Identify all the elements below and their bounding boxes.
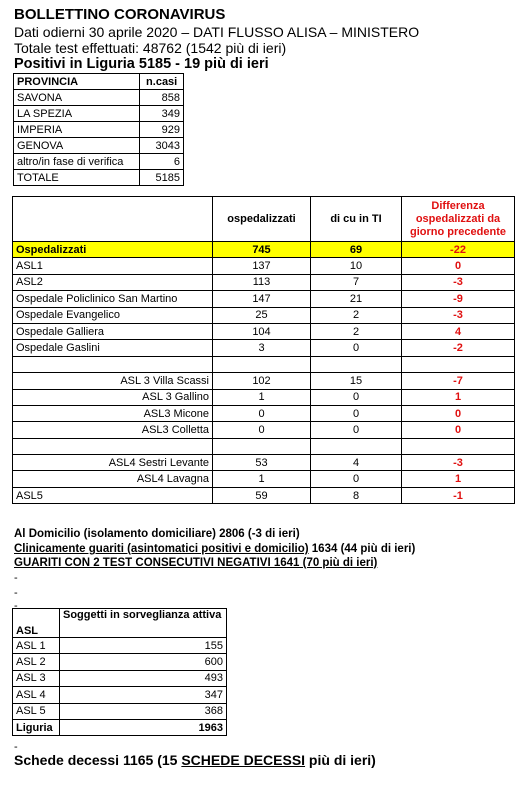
icu-value: 7 <box>311 274 402 290</box>
hospital-name: ASL5 <box>13 487 213 503</box>
hospitalized-value <box>213 438 311 454</box>
hospitalized-value: 104 <box>213 323 311 339</box>
difference-value: 4 <box>402 323 515 339</box>
data-source-line: Dati odierni 30 aprile 2020 – DATI FLUSSO ALISA – MINISTERO <box>14 24 420 40</box>
dash-4: - <box>14 741 18 753</box>
surveillance-header-row <box>13 609 227 638</box>
surveillance-total-label: Liguria <box>13 719 60 735</box>
hospital-row <box>13 274 515 290</box>
hospitalized-value: 0 <box>213 405 311 421</box>
hospital-name: Ospedale Policlinico San Martino <box>13 291 213 307</box>
total-hospitalized: 745 <box>213 242 311 258</box>
hospital-table <box>12 196 515 504</box>
province-cases: 858 <box>140 90 184 106</box>
hospital-name: Ospedale Evangelico <box>13 307 213 323</box>
hospitalized-value: 102 <box>213 373 311 389</box>
icu-value: 2 <box>311 323 402 339</box>
difference-col-header: Differenza ospedalizzati da giorno precedente <box>402 197 515 242</box>
total-icu: 69 <box>311 242 402 258</box>
total-tests-line: Totale test effettuati: 48762 (1542 più di ieri) <box>14 40 287 56</box>
hospital-name: ASL 3 Gallino <box>13 389 213 405</box>
province-row <box>14 138 184 154</box>
hospitalized-col-header: ospedalizzati <box>213 197 311 242</box>
asl-name: ASL 2 <box>13 654 60 670</box>
hospitalized-value: 147 <box>213 291 311 307</box>
icu-value: 21 <box>311 291 402 307</box>
province-header-row <box>14 74 184 90</box>
surveillance-count: 493 <box>60 670 227 686</box>
province-name: altro/in fase di verifica <box>14 154 140 170</box>
asl-name: ASL 3 <box>13 670 60 686</box>
icu-value <box>311 438 402 454</box>
icu-value: 0 <box>311 405 402 421</box>
icu-value: 2 <box>311 307 402 323</box>
hospitalized-value: 25 <box>213 307 311 323</box>
icu-value: 4 <box>311 455 402 471</box>
difference-value: 0 <box>402 422 515 438</box>
hospital-row <box>13 291 515 307</box>
difference-value: 1 <box>402 471 515 487</box>
recovered-two-tests-note: GUARITI CON 2 TEST CONSECUTIVI NEGATIVI 1641 (70 più di ieri) <box>14 557 378 569</box>
province-name: SAVONA <box>14 90 140 106</box>
death-records-post: più di ieri) <box>305 752 376 768</box>
difference-value: 0 <box>402 405 515 421</box>
difference-value: -9 <box>402 291 515 307</box>
hospital-row <box>13 422 515 438</box>
death-records-underlined: SCHEDE DECESSI <box>181 752 306 768</box>
dash-3: - <box>14 600 18 612</box>
hospital-name <box>13 438 213 454</box>
province-name: IMPERIA <box>14 122 140 138</box>
death-records-pre: Schede decessi 1165 (15 <box>14 752 182 768</box>
hospitalized-value <box>213 356 311 372</box>
hospital-name: ASL2 <box>13 274 213 290</box>
hospital-header-row <box>13 197 515 242</box>
surveillance-row <box>13 670 227 686</box>
hospitalized-value: 1 <box>213 471 311 487</box>
hospitalized-total-row <box>13 242 515 258</box>
province-row <box>14 106 184 122</box>
hospital-row <box>13 405 515 421</box>
surveillance-total-row <box>13 719 227 735</box>
province-row <box>14 154 184 170</box>
hospital-row <box>13 455 515 471</box>
clinically-recovered-value: 1634 (44 più di ieri) <box>308 543 416 555</box>
hospitalized-value: 1 <box>213 389 311 405</box>
hospital-row <box>13 373 515 389</box>
surveillance-row <box>13 703 227 719</box>
surveillance-count: 368 <box>60 703 227 719</box>
province-name: LA SPEZIA <box>14 106 140 122</box>
province-row <box>14 90 184 106</box>
hospital-name: Ospedale Galliera <box>13 323 213 339</box>
province-cases: 6 <box>140 154 184 170</box>
surveillance-total-value: 1963 <box>60 719 227 735</box>
difference-value: -3 <box>402 455 515 471</box>
icu-value: 8 <box>311 487 402 503</box>
province-table <box>13 73 184 186</box>
hospitalized-value: 137 <box>213 258 311 274</box>
positives-line: Positivi in Liguria 5185 - 19 più di ieri <box>14 56 269 72</box>
icu-value: 0 <box>311 340 402 356</box>
hospital-row <box>13 258 515 274</box>
province-cases: 5185 <box>140 170 184 186</box>
difference-value: 1 <box>402 389 515 405</box>
hospital-name: ASL3 Micone <box>13 405 213 421</box>
death-records-line <box>14 752 376 768</box>
surveillance-table <box>12 608 227 736</box>
icu-value: 0 <box>311 422 402 438</box>
icu-value: 15 <box>311 373 402 389</box>
home-isolation-note: Al Domicilio (isolamento domiciliare) 2806 (-3 di ieri) <box>14 528 300 540</box>
difference-value <box>402 438 515 454</box>
asl-name: ASL 4 <box>13 687 60 703</box>
hospital-spacer-row <box>13 438 515 454</box>
icu-value: 10 <box>311 258 402 274</box>
clinically-recovered-label: Clinicamente guariti (asintomatici positivi e domicilio) <box>14 543 309 555</box>
hospital-name: ASL3 Colletta <box>13 422 213 438</box>
hospital-spacer-row <box>13 356 515 372</box>
hospitalized-value: 53 <box>213 455 311 471</box>
province-name: GENOVA <box>14 138 140 154</box>
icu-value <box>311 356 402 372</box>
province-cases: 929 <box>140 122 184 138</box>
hospital-row <box>13 487 515 503</box>
asl-col-header: ASL <box>13 609 60 638</box>
difference-value: -7 <box>402 373 515 389</box>
hospital-name: ASL4 Sestri Levante <box>13 455 213 471</box>
surveillance-row <box>13 654 227 670</box>
difference-value: 0 <box>402 258 515 274</box>
hospital-row <box>13 323 515 339</box>
difference-value: -1 <box>402 487 515 503</box>
bulletin-title: BOLLETTINO CORONAVIRUS <box>14 6 226 23</box>
asl-name: ASL 1 <box>13 638 60 654</box>
clinically-recovered-note <box>14 543 415 555</box>
hospitalized-value: 113 <box>213 274 311 290</box>
province-col-header: PROVINCIA <box>14 74 140 90</box>
difference-value: -2 <box>402 340 515 356</box>
hospitalized-value: 0 <box>213 422 311 438</box>
province-cases: 349 <box>140 106 184 122</box>
cases-col-header: n.casi <box>140 74 184 90</box>
total-row-label: Ospedalizzati <box>13 242 213 258</box>
hospital-row <box>13 389 515 405</box>
asl-name: ASL 5 <box>13 703 60 719</box>
surveillance-row <box>13 687 227 703</box>
province-row <box>14 122 184 138</box>
province-row <box>14 170 184 186</box>
icu-value: 0 <box>311 389 402 405</box>
hospitalized-value: 3 <box>213 340 311 356</box>
hospital-name: ASL4 Lavagna <box>13 471 213 487</box>
hospital-row <box>13 340 515 356</box>
hospital-name: ASL1 <box>13 258 213 274</box>
difference-value: -3 <box>402 307 515 323</box>
province-name: TOTALE <box>14 170 140 186</box>
icu-col-header: di cu in TI <box>311 197 402 242</box>
surveillance-row <box>13 638 227 654</box>
hospital-name: Ospedale Gaslini <box>13 340 213 356</box>
difference-value <box>402 356 515 372</box>
hospital-name <box>13 356 213 372</box>
province-cases: 3043 <box>140 138 184 154</box>
difference-value: -3 <box>402 274 515 290</box>
icu-value: 0 <box>311 471 402 487</box>
hospital-header-blank <box>13 197 213 242</box>
surveillance-count: 347 <box>60 687 227 703</box>
hospital-row <box>13 471 515 487</box>
dash-2: - <box>14 587 18 599</box>
total-difference: -22 <box>402 242 515 258</box>
dash-1: - <box>14 572 18 584</box>
surveillance-count: 155 <box>60 638 227 654</box>
hospitalized-value: 59 <box>213 487 311 503</box>
hospital-name: ASL 3 Villa Scassi <box>13 373 213 389</box>
surveillance-count: 600 <box>60 654 227 670</box>
hospital-row <box>13 307 515 323</box>
surveillance-col-header: Soggetti in sorveglianza attiva <box>60 609 227 638</box>
